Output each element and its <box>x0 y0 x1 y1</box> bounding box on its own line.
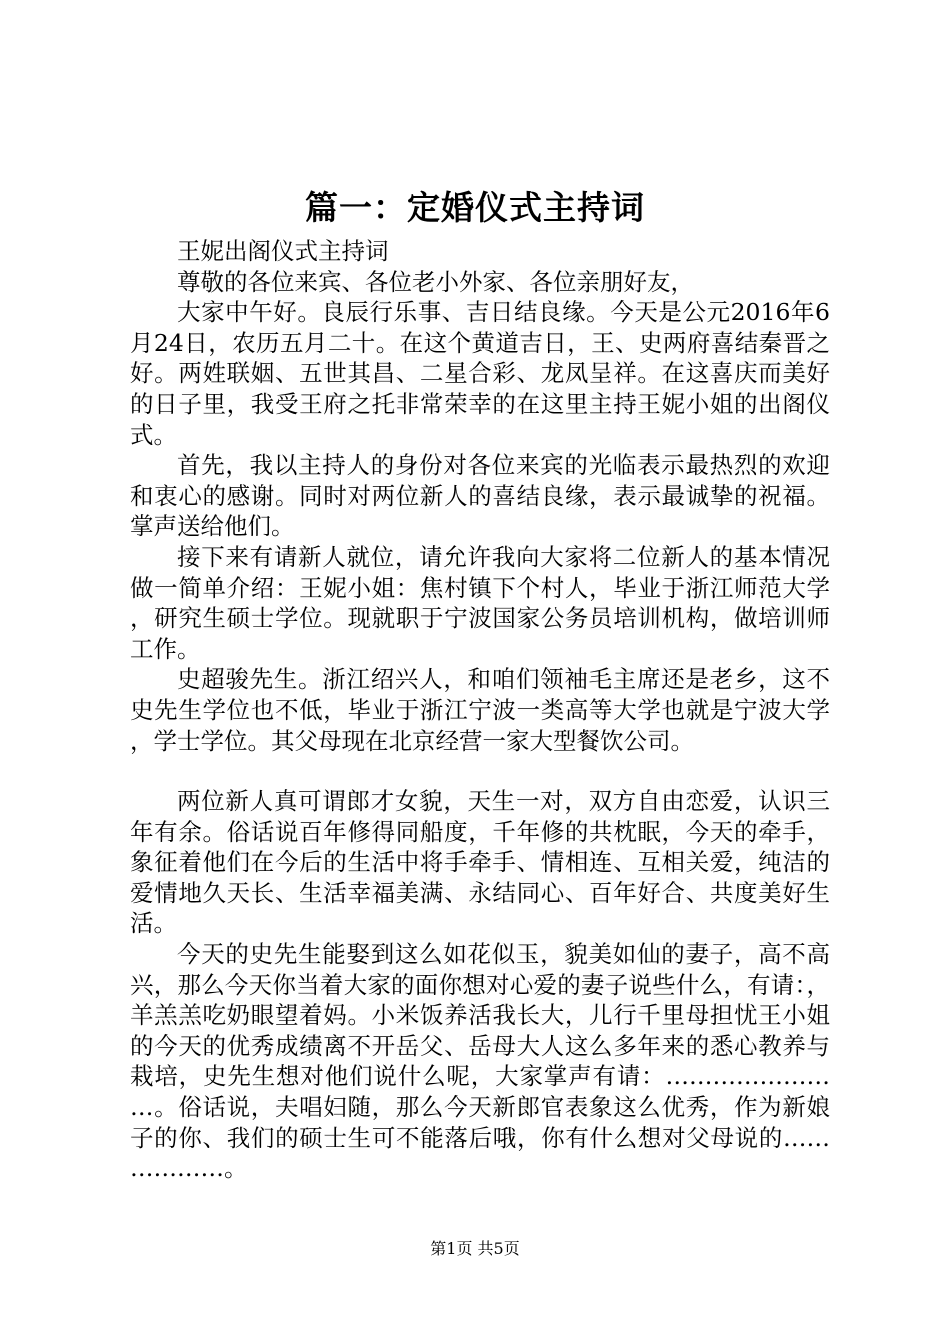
document-title: 篇一：定婚仪式主持词 <box>305 188 645 227</box>
paragraph-greeting: 尊敬的各位来宾、各位老小外家、各位亲朋好友， <box>177 267 694 296</box>
page-number: 第1页 共5页 <box>430 1239 520 1258</box>
document-body <box>130 236 830 1184</box>
paragraph-couple: 两位新人真可谓郎才女貌，天生一对，双方自由恋爱，认识三年有余。俗话说百年修得同船度，千年修的共枕眠，今天的牵手，象征着他们在今后的生活中将手牵手、情相连、互相关爱，纯洁的爱情地久天长、生活幸福美满、永结同心、百年好合、共度美好生活。 <box>130 787 830 938</box>
paragraph-opening: 大家中午好。良辰行乐事、吉日结良缘。今天是公元2016年6月24日，农历五月二十。在这个黄道吉日，王、史两府喜结秦晋之好。两姓联姻、五世其昌、二星合彩、龙凤呈祥。在这喜庆而美好的日子里，我受王府之托非常荣幸的在这里主持王妮小姐的出阁仪式。 <box>130 298 830 449</box>
paragraph-bride-intro: 接下来有请新人就位，请允许我向大家将二位新人的基本情况做一简单介绍：王妮小姐：焦村镇下个村人，毕业于浙江师范大学，研究生硕士学位。现就职于宁波国家公务员培训机构，做培训师工作。 <box>130 542 830 663</box>
paragraph-welcome: 首先，我以主持人的身份对各位来宾的光临表示最热烈的欢迎和衷心的感谢。同时对两位新人的喜结良缘，表示最诚挚的祝福。掌声送给他们。 <box>130 451 830 541</box>
paragraph-heading: 王妮出阁仪式主持词 <box>177 237 389 265</box>
paragraph-groom-intro: 史超骏先生。浙江绍兴人，和咱们领袖毛主席还是老乡，这不史先生学位也不低，毕业于浙江宁波一类高等大学也就是宁波大学，学士学位。其父母现在北京经营一家大型餐饮公司。 <box>130 665 830 755</box>
paragraph-speeches: 今天的史先生能娶到这么如花似玉，貌美如仙的妻子，高不高兴，那么今天你当着大家的面你想对心爱的妻子说些什么，有请：，羊羔羔吃奶眼望着妈。小米饭养活我长大，儿行千里母担忧王小姐的今天的优秀成绩离不开岳父、岳母大人这么多年来的悉心教养与栽培，史先生想对他们说什么呢，大家掌声有请：……………………。俗话说，夫唱妇随，那么今天新郎官表象这么优秀，作为新娘子的你、我们的硕士生可不能落后哦，你有什么想对父母说的………………。 <box>130 940 830 1183</box>
